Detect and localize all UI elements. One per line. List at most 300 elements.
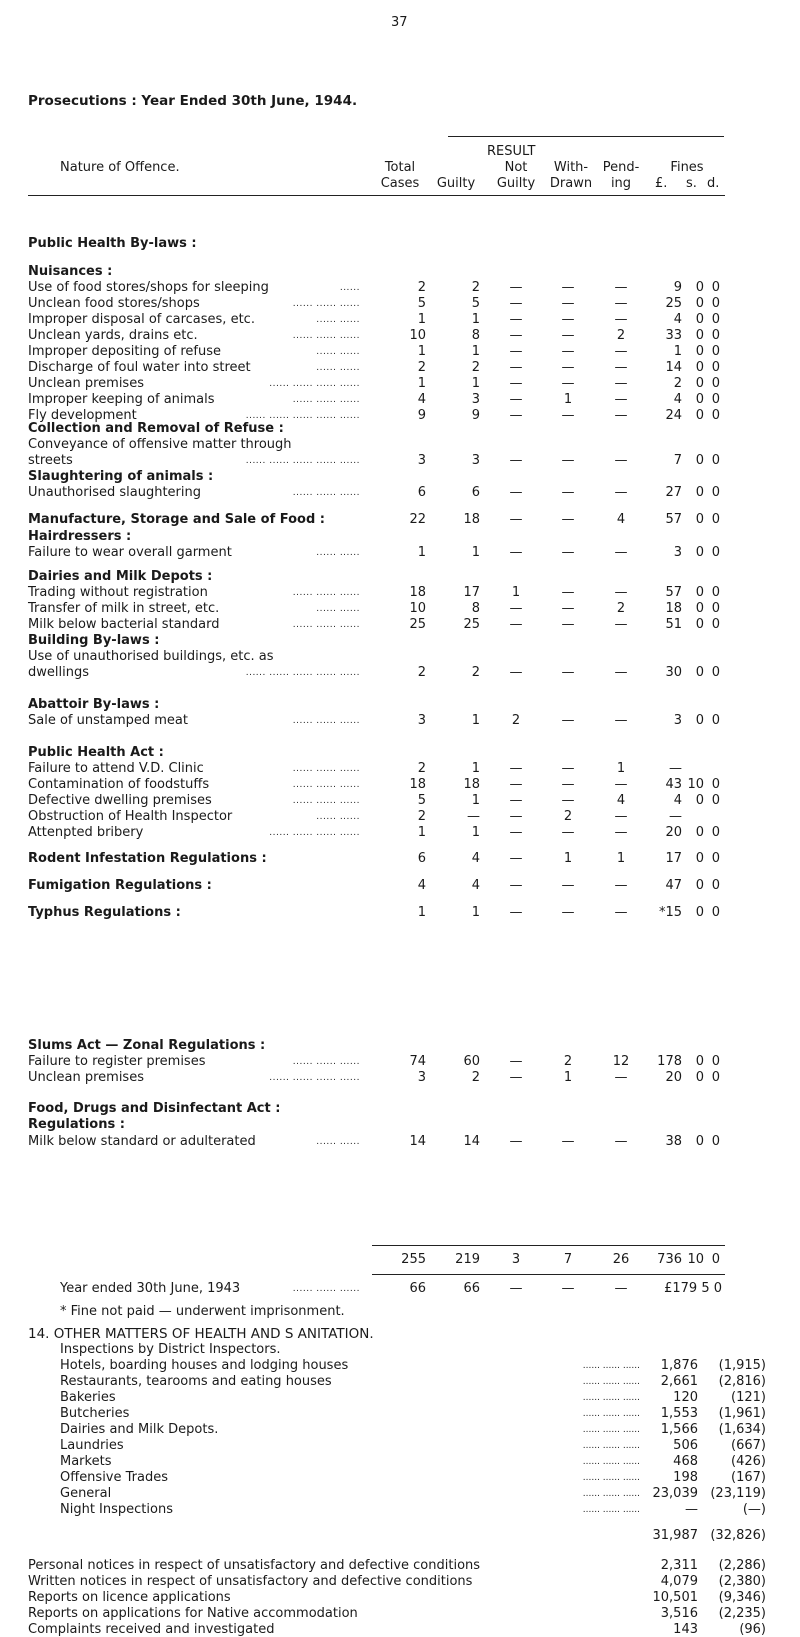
- cell-s: 0: [695, 392, 704, 407]
- section-heading: Regulations :: [28, 1117, 125, 1132]
- cell-withdrawn: 1: [563, 851, 573, 866]
- cell-not-guilty: —: [509, 360, 523, 375]
- cell-not-guilty: —: [509, 761, 523, 776]
- leader-dots: ...... ...... ......: [582, 1441, 640, 1451]
- cell-pending: —: [614, 1070, 628, 1085]
- cell-l: 38: [665, 1134, 682, 1149]
- offence-label: Attenpted bribery: [28, 825, 144, 840]
- offence-label: Improper disposal of carcases, etc.: [28, 312, 255, 327]
- total-l: 736: [657, 1252, 682, 1267]
- cell-not-guilty: —: [509, 1134, 523, 1149]
- cell-total: 1: [417, 825, 426, 840]
- cell-withdrawn: —: [561, 344, 575, 359]
- section-heading: Public Health By-laws :: [28, 236, 197, 251]
- cell-guilty: 8: [471, 601, 480, 616]
- leader-dots: ......: [339, 283, 360, 293]
- cell-not-guilty: —: [509, 665, 523, 680]
- cell-d: 0: [711, 360, 720, 375]
- total-total: 255: [401, 1252, 426, 1267]
- cell-pending: —: [614, 545, 628, 560]
- inspection-value: —: [685, 1502, 698, 1517]
- notice-label: Reports on applications for Native accommodation: [28, 1606, 358, 1621]
- cell-d: 0: [711, 296, 720, 311]
- inspection-label: Butcheries: [60, 1406, 130, 1421]
- prev-year-withdrawn: —: [561, 1281, 575, 1296]
- cell-withdrawn: —: [561, 360, 575, 375]
- offence-label: Milk below standard or adulterated: [28, 1134, 256, 1149]
- header-total-2: Cases: [380, 176, 420, 191]
- inspection-value: 506: [673, 1438, 698, 1453]
- leader-dots: ...... ...... ...... ......: [269, 828, 360, 838]
- leader-dots: ...... ...... ...... ...... ......: [245, 411, 360, 421]
- cell-not-guilty: —: [509, 825, 523, 840]
- cell-pending: —: [614, 296, 628, 311]
- notice-label: Personal notices in respect of unsatisfactory and defective conditions: [28, 1558, 481, 1573]
- section-heading: Collection and Removal of Refuse :: [28, 421, 284, 436]
- cell-l: 20: [665, 825, 682, 840]
- cell-d: 0: [711, 905, 720, 920]
- cell-d: 0: [711, 825, 720, 840]
- offence-label: streets: [28, 453, 73, 468]
- offence-label: Failure to register premises: [28, 1054, 206, 1069]
- notice-prev: (2,380): [718, 1574, 766, 1589]
- cell-not-guilty: —: [509, 851, 523, 866]
- leader-dots: ...... ...... ......: [292, 1057, 360, 1067]
- offence-label: Unclean yards, drains etc.: [28, 328, 198, 343]
- cell-pending: —: [614, 408, 628, 423]
- inspection-label: Restaurants, tearooms and eating houses: [60, 1374, 332, 1389]
- cell-not-guilty: —: [509, 512, 523, 527]
- prev-year-pending: —: [614, 1281, 628, 1296]
- leader-dots: ...... ......: [316, 1137, 360, 1147]
- offence-label: Contamination of foodstuffs: [28, 777, 210, 792]
- cell-not-guilty: —: [509, 328, 523, 343]
- cell-total: 22: [409, 512, 426, 527]
- leader-dots: ...... ...... ......: [582, 1409, 640, 1419]
- cell-d: 0: [711, 312, 720, 327]
- cell-l: 33: [665, 328, 682, 343]
- cell-withdrawn: —: [561, 512, 575, 527]
- section-heading: Nuisances :: [28, 264, 113, 279]
- inspection-label: Markets: [60, 1454, 112, 1469]
- leader-dots: ...... ...... ......: [582, 1393, 640, 1403]
- leader-dots: ...... ......: [316, 812, 360, 822]
- leader-dots: ...... ...... ......: [292, 588, 360, 598]
- inspection-prev: (2,816): [718, 1374, 766, 1389]
- cell-d: 0: [711, 408, 720, 423]
- cell-guilty: 4: [471, 851, 480, 866]
- total-pending: 26: [612, 1252, 630, 1267]
- cell-l: 17: [665, 851, 682, 866]
- cell-d: 0: [711, 344, 720, 359]
- offence-label: Typhus Regulations :: [28, 905, 181, 920]
- inspection-value: 198: [673, 1470, 698, 1485]
- section-14-subheading: Inspections by District Inspectors.: [60, 1342, 281, 1357]
- cell-s: 0: [695, 585, 704, 600]
- cell-total: 1: [417, 905, 426, 920]
- cell-s: 0: [695, 360, 704, 375]
- cell-d: 0: [711, 1054, 720, 1069]
- cell-not-guilty: 2: [511, 713, 521, 728]
- header-total-1: Total: [384, 160, 416, 175]
- inspection-prev: (23,119): [710, 1486, 766, 1501]
- cell-s: 10: [687, 777, 704, 792]
- cell-not-guilty: 1: [511, 585, 521, 600]
- cell-d: 0: [711, 585, 720, 600]
- cell-total: 3: [417, 453, 426, 468]
- cell-not-guilty: —: [509, 905, 523, 920]
- cell-guilty: 4: [471, 878, 480, 893]
- cell-withdrawn: —: [561, 713, 575, 728]
- cell-total: 2: [417, 665, 426, 680]
- total-not-guilty: 3: [511, 1252, 521, 1267]
- cell-pending: —: [614, 485, 628, 500]
- cell-l: 3: [673, 545, 682, 560]
- cell-pending: —: [614, 905, 628, 920]
- offence-label: Unclean premises: [28, 1070, 144, 1085]
- total-s: 10: [687, 1252, 704, 1267]
- cell-guilty: 1: [471, 344, 480, 359]
- cell-total: 1: [417, 312, 426, 327]
- offence-label: Obstruction of Health Inspector: [28, 809, 233, 824]
- cell-l: —: [669, 809, 682, 824]
- header-not-guilty-1: Not: [504, 160, 528, 175]
- cell-withdrawn: 1: [563, 392, 573, 407]
- cell-pending: —: [614, 809, 628, 824]
- cell-total: 14: [409, 1134, 426, 1149]
- cell-s: 0: [695, 485, 704, 500]
- cell-l: —: [669, 761, 682, 776]
- cell-l: 9: [673, 280, 682, 295]
- total-withdrawn: 7: [563, 1252, 573, 1267]
- inspection-value: 1,566: [660, 1422, 698, 1437]
- leader-dots: ...... ...... ......: [582, 1505, 640, 1515]
- section-heading: Food, Drugs and Disinfectant Act :: [28, 1101, 281, 1116]
- cell-d: 0: [711, 878, 720, 893]
- inspection-prev: (121): [731, 1390, 766, 1405]
- header-fines-pence: d.: [707, 176, 720, 191]
- cell-guilty: 2: [471, 1070, 480, 1085]
- cell-not-guilty: —: [509, 809, 523, 824]
- cell-not-guilty: —: [509, 312, 523, 327]
- cell-s: 0: [695, 344, 704, 359]
- cell-l: 43: [665, 777, 682, 792]
- cell-l: 1: [673, 344, 682, 359]
- cell-guilty: 1: [471, 825, 480, 840]
- inspection-prev: (426): [731, 1454, 766, 1469]
- cell-s: 0: [695, 280, 704, 295]
- cell-s: 0: [695, 601, 704, 616]
- cell-guilty: 1: [471, 793, 480, 808]
- cell-pending: —: [614, 344, 628, 359]
- cell-pending: —: [614, 280, 628, 295]
- cell-withdrawn: —: [561, 328, 575, 343]
- cell-s: 0: [695, 328, 704, 343]
- cell-withdrawn: —: [561, 761, 575, 776]
- prev-year-fines: £179 5 0: [664, 1281, 722, 1296]
- cell-total: 2: [417, 360, 426, 375]
- cell-total: 1: [417, 344, 426, 359]
- header-rule-bottom: [28, 195, 725, 196]
- inspection-prev: (1,915): [718, 1358, 766, 1373]
- cell-guilty: 25: [463, 617, 480, 632]
- cell-pending: 12: [612, 1054, 630, 1069]
- leader-dots: ...... ...... ......: [292, 1284, 360, 1294]
- cell-l: 25: [665, 296, 682, 311]
- cell-s: 0: [695, 1054, 704, 1069]
- cell-withdrawn: —: [561, 617, 575, 632]
- cell-total: 1: [417, 376, 426, 391]
- header-fines-pounds: £.: [655, 176, 668, 191]
- cell-guilty: 3: [471, 453, 480, 468]
- inspection-value: 1,876: [660, 1358, 698, 1373]
- offence-label: Transfer of milk in street, etc.: [28, 601, 220, 616]
- cell-withdrawn: —: [561, 905, 575, 920]
- inspection-total: 31,987: [652, 1528, 698, 1543]
- totals-rule-bottom: [372, 1274, 725, 1275]
- cell-s: 0: [695, 617, 704, 632]
- cell-total: 10: [409, 601, 426, 616]
- cell-total: 18: [409, 585, 426, 600]
- prev-year-label: Year ended 30th June, 1943: [60, 1281, 241, 1296]
- inspection-label: Laundries: [60, 1438, 124, 1453]
- notice-prev: (96): [739, 1622, 766, 1637]
- cell-s: 0: [695, 665, 704, 680]
- leader-dots: ...... ...... ...... ......: [269, 379, 360, 389]
- header-withdrawn-2: Drawn: [549, 176, 593, 191]
- cell-not-guilty: —: [509, 485, 523, 500]
- cell-total: 10: [409, 328, 426, 343]
- header-not-guilty-2: Guilty: [496, 176, 536, 191]
- offence-label: Use of unauthorised buildings, etc. as: [28, 649, 274, 664]
- leader-dots: ...... ...... ......: [292, 299, 360, 309]
- cell-guilty: 3: [471, 392, 480, 407]
- offence-label: Improper depositing of refuse: [28, 344, 221, 359]
- inspection-prev: (1,634): [718, 1422, 766, 1437]
- inspection-value: 2,661: [660, 1374, 698, 1389]
- cell-total: 6: [417, 851, 426, 866]
- cell-d: 0: [711, 392, 720, 407]
- offence-label: Failure to attend V.D. Clinic: [28, 761, 204, 776]
- leader-dots: ...... ...... ......: [292, 780, 360, 790]
- cell-not-guilty: —: [509, 1070, 523, 1085]
- offence-label: Trading without registration: [28, 585, 208, 600]
- cell-not-guilty: —: [509, 878, 523, 893]
- cell-withdrawn: —: [561, 376, 575, 391]
- inspection-label: Hotels, boarding houses and lodging houses: [60, 1358, 349, 1373]
- cell-pending: —: [614, 585, 628, 600]
- offence-label: Rodent Infestation Regulations :: [28, 851, 267, 866]
- cell-withdrawn: —: [561, 793, 575, 808]
- cell-guilty: 6: [471, 485, 480, 500]
- leader-dots: ...... ...... ...... ...... ......: [245, 456, 360, 466]
- cell-total: 2: [417, 761, 426, 776]
- section-heading: Abattoir By-laws :: [28, 697, 160, 712]
- offence-label: Fumigation Regulations :: [28, 878, 212, 893]
- cell-withdrawn: 1: [563, 1070, 573, 1085]
- cell-withdrawn: —: [561, 453, 575, 468]
- cell-d: 0: [711, 280, 720, 295]
- offence-label: Unclean premises: [28, 376, 144, 391]
- cell-pending: —: [614, 777, 628, 792]
- notice-label: Complaints received and investigated: [28, 1622, 275, 1637]
- prev-year-guilty: 66: [463, 1281, 480, 1296]
- offence-label: Sale of unstamped meat: [28, 713, 188, 728]
- inspection-prev: (1,961): [718, 1406, 766, 1421]
- section-14-heading: 14. OTHER MATTERS OF HEALTH AND S ANITATION.: [28, 1326, 374, 1342]
- cell-not-guilty: —: [509, 601, 523, 616]
- leader-dots: ...... ...... ...... ...... ......: [245, 668, 360, 678]
- cell-guilty: 5: [471, 296, 480, 311]
- cell-l: 51: [665, 617, 682, 632]
- cell-total: 1: [417, 545, 426, 560]
- leader-dots: ...... ...... ......: [582, 1457, 640, 1467]
- header-result: RESULT: [487, 144, 536, 159]
- offence-label: Unclean food stores/shops: [28, 296, 200, 311]
- notice-label: Written notices in respect of unsatisfactory and defective conditions: [28, 1574, 473, 1589]
- cell-l: 47: [665, 878, 682, 893]
- cell-d: 0: [711, 545, 720, 560]
- cell-guilty: 14: [463, 1134, 480, 1149]
- cell-guilty: 18: [463, 777, 480, 792]
- cell-not-guilty: —: [509, 793, 523, 808]
- cell-d: 0: [711, 713, 720, 728]
- cell-total: 4: [417, 878, 426, 893]
- cell-guilty: 18: [463, 512, 480, 527]
- offence-label: Conveyance of offensive matter through: [28, 437, 292, 452]
- offence-label: Manufacture, Storage and Sale of Food :: [28, 512, 326, 527]
- notice-value: 10,501: [652, 1590, 698, 1605]
- cell-s: 0: [695, 793, 704, 808]
- leader-dots: ...... ...... ......: [292, 716, 360, 726]
- cell-d: 0: [711, 601, 720, 616]
- cell-not-guilty: —: [509, 1054, 523, 1069]
- leader-dots: ...... ...... ......: [582, 1489, 640, 1499]
- cell-guilty: 1: [471, 312, 480, 327]
- cell-not-guilty: —: [509, 408, 523, 423]
- cell-d: 0: [711, 376, 720, 391]
- totals-rule-top: [372, 1245, 725, 1246]
- cell-l: 3: [673, 713, 682, 728]
- offence-label: Milk below bacterial standard: [28, 617, 220, 632]
- cell-pending: —: [614, 713, 628, 728]
- cell-guilty: 17: [463, 585, 480, 600]
- cell-withdrawn: —: [561, 777, 575, 792]
- cell-pending: —: [614, 665, 628, 680]
- cell-withdrawn: 2: [563, 809, 573, 824]
- cell-s: 0: [695, 851, 704, 866]
- cell-withdrawn: —: [561, 825, 575, 840]
- cell-l: 4: [673, 312, 682, 327]
- cell-withdrawn: —: [561, 878, 575, 893]
- cell-d: 0: [711, 453, 720, 468]
- cell-not-guilty: —: [509, 392, 523, 407]
- footnote: * Fine not paid — underwent imprisonment.: [60, 1304, 345, 1319]
- cell-l: 4: [673, 392, 682, 407]
- inspection-value: 23,039: [652, 1486, 698, 1501]
- cell-withdrawn: —: [561, 312, 575, 327]
- cell-not-guilty: —: [509, 280, 523, 295]
- cell-total: 3: [417, 713, 426, 728]
- leader-dots: ...... ...... ......: [582, 1377, 640, 1387]
- cell-not-guilty: —: [509, 376, 523, 391]
- inspection-prev: (167): [731, 1470, 766, 1485]
- cell-pending: —: [614, 878, 628, 893]
- cell-total: 25: [409, 617, 426, 632]
- leader-dots: ...... ......: [316, 604, 360, 614]
- cell-l: 57: [665, 512, 682, 527]
- notice-value: 2,311: [660, 1558, 698, 1573]
- leader-dots: ...... ...... ......: [292, 796, 360, 806]
- offence-label: Use of food stores/shops for sleeping: [28, 280, 269, 295]
- cell-l: 30: [665, 665, 682, 680]
- notice-prev: (9,346): [718, 1590, 766, 1605]
- cell-total: 2: [417, 280, 426, 295]
- leader-dots: ...... ...... ......: [582, 1473, 640, 1483]
- cell-s: 0: [695, 296, 704, 311]
- inspection-prev: (—): [742, 1502, 766, 1517]
- cell-l: 18: [665, 601, 682, 616]
- cell-l: 7: [673, 453, 682, 468]
- offence-label: Discharge of foul water into street: [28, 360, 251, 375]
- cell-s: 0: [695, 312, 704, 327]
- cell-d: 0: [711, 512, 720, 527]
- notice-prev: (2,235): [718, 1606, 766, 1621]
- cell-pending: —: [614, 453, 628, 468]
- cell-not-guilty: —: [509, 545, 523, 560]
- cell-pending: 2: [616, 328, 626, 343]
- cell-s: 0: [695, 878, 704, 893]
- cell-withdrawn: —: [561, 665, 575, 680]
- cell-d: 0: [711, 793, 720, 808]
- cell-pending: —: [614, 617, 628, 632]
- cell-guilty: 2: [471, 280, 480, 295]
- cell-not-guilty: —: [509, 617, 523, 632]
- cell-pending: —: [614, 392, 628, 407]
- section-heading: Building By-laws :: [28, 633, 160, 648]
- header-rule-top: [448, 136, 724, 137]
- cell-d: 0: [711, 1070, 720, 1085]
- inspection-label: Dairies and Milk Depots.: [60, 1422, 219, 1437]
- offence-label: Failure to wear overall garment: [28, 545, 232, 560]
- section-heading: Slums Act — Zonal Regulations :: [28, 1038, 266, 1053]
- cell-l: 178: [657, 1054, 682, 1069]
- header-pending-2: ing: [610, 176, 632, 191]
- cell-guilty: 1: [471, 713, 480, 728]
- cell-s: 0: [695, 825, 704, 840]
- cell-s: 0: [695, 1070, 704, 1085]
- header-fines-shillings: s.: [686, 176, 697, 191]
- cell-l: 27: [665, 485, 682, 500]
- offence-label: Improper keeping of animals: [28, 392, 215, 407]
- cell-withdrawn: —: [561, 601, 575, 616]
- leader-dots: ...... ...... ......: [582, 1361, 640, 1371]
- cell-not-guilty: —: [509, 296, 523, 311]
- leader-dots: ...... ......: [316, 315, 360, 325]
- cell-d: 0: [711, 328, 720, 343]
- cell-d: 0: [711, 617, 720, 632]
- total-d: 0: [711, 1252, 720, 1267]
- header-pending-1: Pend-: [602, 160, 640, 175]
- leader-dots: ...... ...... ......: [582, 1425, 640, 1435]
- inspection-label: Offensive Trades: [60, 1470, 168, 1485]
- header-guilty: Guilty: [436, 176, 476, 191]
- leader-dots: ...... ...... ......: [292, 620, 360, 630]
- notice-value: 4,079: [660, 1574, 698, 1589]
- leader-dots: ...... ...... ......: [292, 764, 360, 774]
- cell-guilty: 2: [471, 665, 480, 680]
- cell-s: 0: [695, 545, 704, 560]
